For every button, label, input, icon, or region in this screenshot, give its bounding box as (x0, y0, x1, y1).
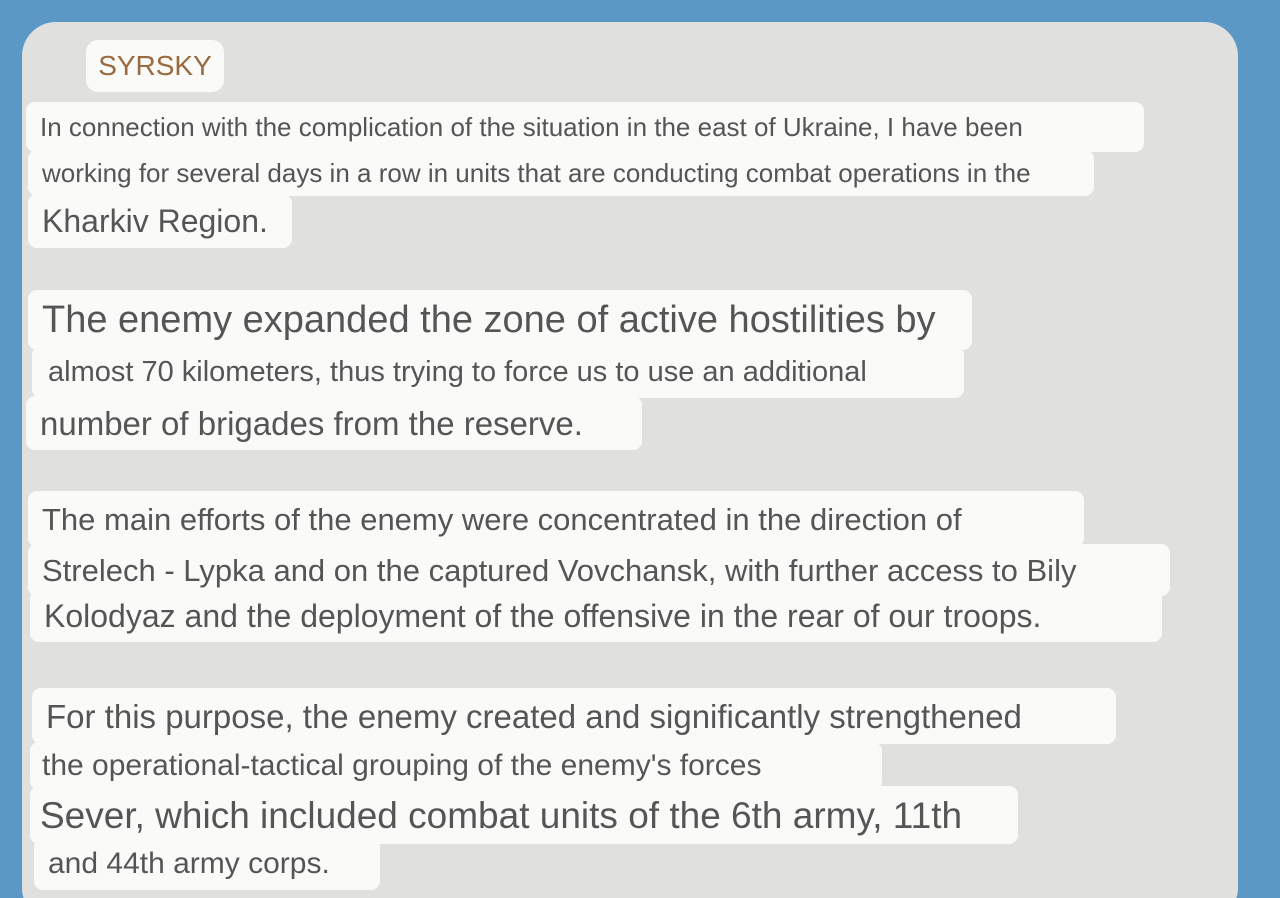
message-line-12: Sever, which included combat units of the 6th army, 11th (30, 786, 1018, 844)
message-line-4: The enemy expanded the zone of active hostilities by (28, 290, 972, 350)
message-line-8: Strelech - Lypka and on the captured Vovchansk, with further access to Bily (28, 544, 1170, 596)
message-line-7: The main efforts of the enemy were concentrated in the direction of (28, 491, 1084, 547)
message-line-2: working for several days in a row in units that are conducting combat operations in the (28, 150, 1094, 196)
message-line-11: the operational-tactical grouping of the enemy's forces (30, 742, 882, 790)
message-line-10: For this purpose, the enemy created and significantly strengthened (32, 688, 1116, 744)
message-line-5: almost 70 kilometers, thus trying to force us to use an additional (32, 346, 964, 398)
author-name[interactable]: SYRSKY (86, 40, 224, 92)
message-line-1: In connection with the complication of the situation in the east of Ukraine, I have been (26, 102, 1144, 152)
message-line-13: and 44th army corps. (34, 838, 380, 890)
message-line-6: number of brigades from the reserve. (26, 396, 642, 450)
message-line-3: Kharkiv Region. (28, 194, 292, 248)
message-line-9: Kolodyaz and the deployment of the offensive in the rear of our troops. (30, 590, 1162, 642)
